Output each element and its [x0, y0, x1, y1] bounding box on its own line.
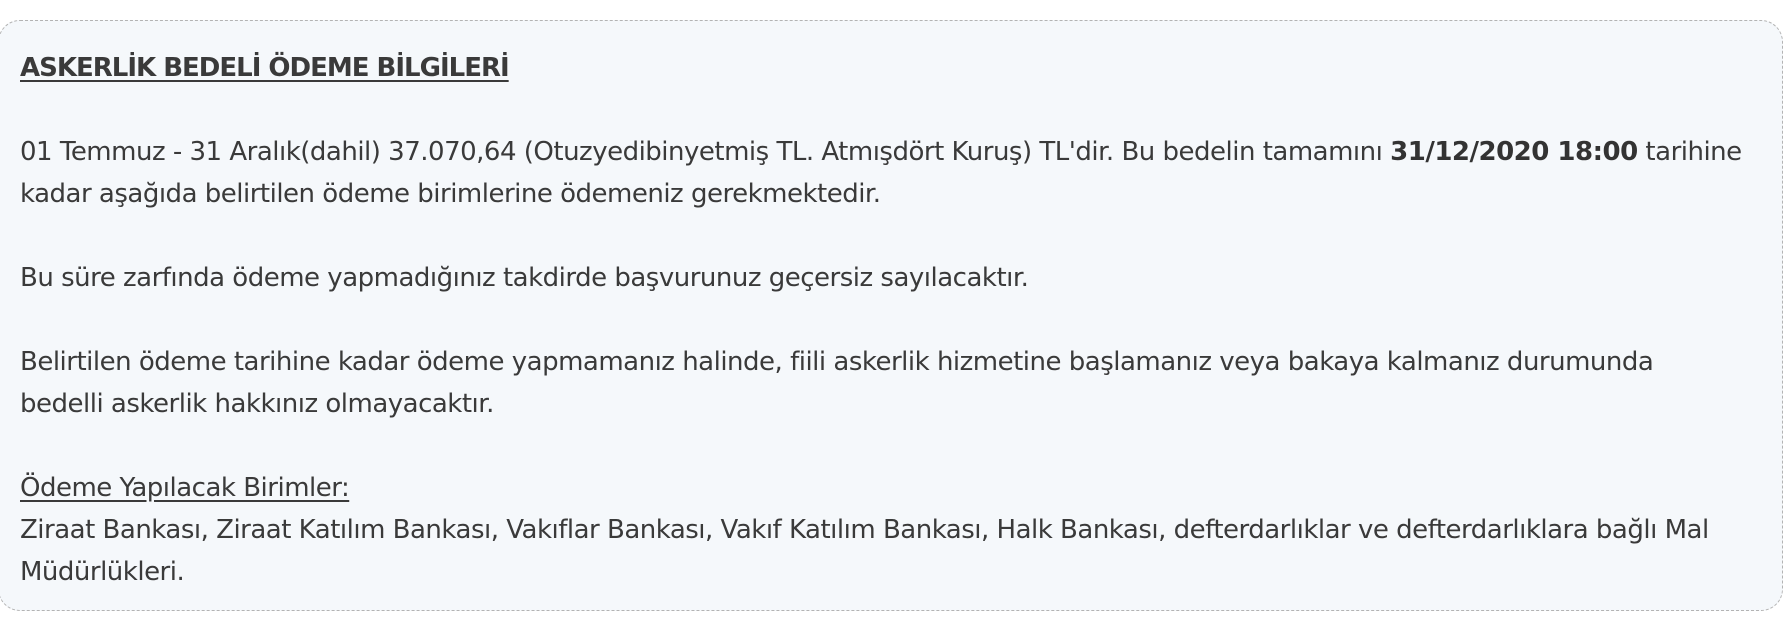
- payment-units-heading: Ödeme Yapılacak Birimler:: [20, 473, 350, 503]
- page-title: ASKERLİK BEDELİ ÖDEME BİLGİLERİ: [20, 53, 509, 83]
- payment-info-box: [0, 20, 1783, 611]
- payment-deadline-text: tarihine kadar aşağıda belirtilen ödeme birimlerine ödemeniz gerekmektedir.: [20, 137, 1742, 209]
- payment-units-list: Ziraat Bankası, Ziraat Katılım Bankası, Vakıflar Bankası, Vakıf Katılım Bankası, Halk Bankası, defterdarlıklar ve defterdarlıklara bağlı Mal Müdürlükleri.: [20, 515, 1709, 587]
- payment-amount-text: 01 Temmuz - 31 Aralık(dahil) 37.070,64 (Otuzyedibinyetmiş TL. Atmışdört Kuruş) TL'dir. Bu bedelin tamamını: [20, 137, 1391, 167]
- payment-units-section: [20, 467, 1782, 593]
- payment-amount-paragraph: [20, 131, 1782, 215]
- invalid-application-warning: Bu süre zarfında ödeme yapmadığınız takdirde başvurunuz geçersiz sayılacaktır.: [20, 263, 1029, 293]
- military-service-warning: Belirtilen ödeme tarihine kadar ödeme yapmamanız halinde, fiili askerlik hizmetine başlamanız veya bakaya kalmanız durumunda bedelli askerlik hakkınız olmayacaktır.: [20, 347, 1654, 419]
- payment-deadline: 31/12/2020 18:00: [1390, 137, 1638, 167]
